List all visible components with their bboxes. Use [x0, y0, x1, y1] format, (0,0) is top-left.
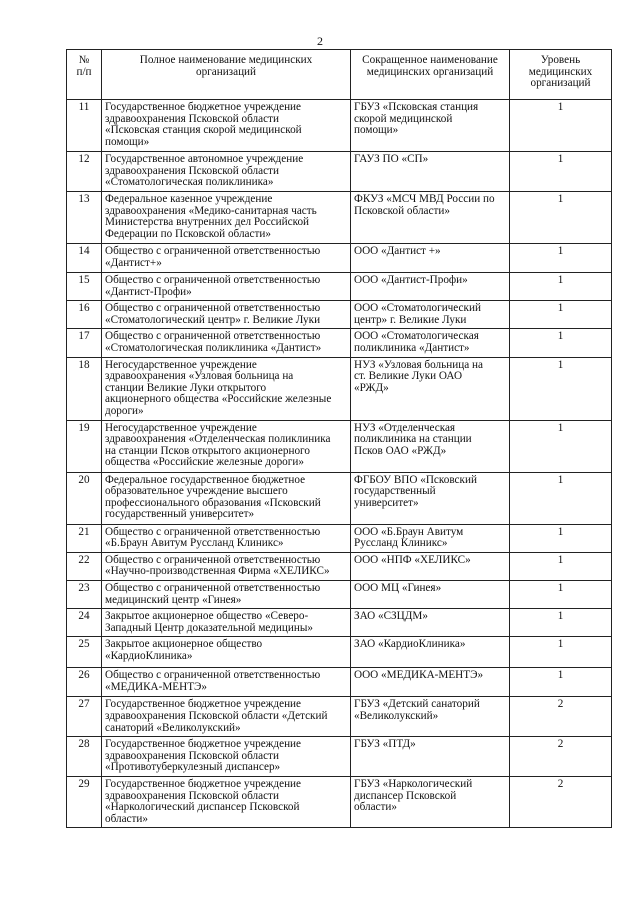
row-number: 23	[67, 580, 102, 608]
full-name-cell: Государственное бюджетное учреждение здравоохранения Псковской области «Противотуберкулезный диспансер»	[102, 737, 351, 777]
table-row	[67, 273, 612, 301]
full-name-cell: Государственное бюджетное учреждение здравоохранения Псковской области «Наркологический диспансер Псковской области»	[102, 777, 351, 828]
table-row	[67, 301, 612, 329]
short-name-cell: ЗАО «КардиоКлиника»	[351, 637, 510, 668]
short-name-cell: ООО «НПФ «ХЕЛИКС»	[351, 552, 510, 580]
short-name-cell: ГБУЗ «Псковская станция скорой медицинской помощи»	[351, 100, 510, 152]
full-name-cell: Государственное бюджетное учреждение здравоохранения Псковской области «Псковская станция скорой медицинской помощи»	[102, 100, 351, 152]
level-cell: 2	[510, 697, 612, 737]
table-row	[67, 580, 612, 608]
full-name-cell: Общество с ограниченной ответственностью «Дантист+»	[102, 244, 351, 273]
full-name-cell: Негосударственное учреждение здравоохранения «Отделенческая поликлиника на станции Псков открытого акционерного общества «Российские железные дороги»	[102, 420, 351, 472]
level-cell: 1	[510, 668, 612, 697]
level-cell: 1	[510, 357, 612, 420]
row-number: 26	[67, 668, 102, 697]
row-number: 16	[67, 301, 102, 329]
row-number: 13	[67, 192, 102, 244]
level-cell: 1	[510, 273, 612, 301]
level-cell: 1	[510, 152, 612, 192]
level-cell: 2	[510, 737, 612, 777]
level-cell: 1	[510, 420, 612, 472]
row-number: 12	[67, 152, 102, 192]
table-row	[67, 244, 612, 273]
short-name-cell: НУЗ «Отделенческая поликлиника на станции Псков ОАО «РЖД»	[351, 420, 510, 472]
short-name-cell: ООО «Дантист +»	[351, 244, 510, 273]
table-row	[67, 329, 612, 357]
level-cell: 1	[510, 609, 612, 637]
table-row	[67, 152, 612, 192]
row-number: 29	[67, 777, 102, 828]
full-name-cell: Общество с ограниченной ответственностью медицинский центр «Гинея»	[102, 580, 351, 608]
level-cell: 1	[510, 100, 612, 152]
short-name-cell: ГБУЗ «ПТД»	[351, 737, 510, 777]
short-name-cell: НУЗ «Узловая больница на ст. Великие Луки ОАО «РЖД»	[351, 357, 510, 420]
short-name-cell: ЗАО «СЗЦДМ»	[351, 609, 510, 637]
level-cell: 1	[510, 301, 612, 329]
full-name-cell: Общество с ограниченной ответственностью «Б.Браун Авитум Руссланд Клиникс»	[102, 524, 351, 552]
full-name-cell: Общество с ограниченной ответственностью «МЕДИКА-МЕНТЭ»	[102, 668, 351, 697]
row-number: 27	[67, 697, 102, 737]
header-level: Уровень медицинских организаций	[510, 50, 612, 100]
full-name-cell: Государственное бюджетное учреждение здравоохранения Псковской области «Детский санаторий «Великолукский»	[102, 697, 351, 737]
table-row	[67, 552, 612, 580]
table-row	[67, 524, 612, 552]
table-row	[67, 697, 612, 737]
full-name-cell: Федеральное казенное учреждение здравоохранения «Медико-санитарная часть Министерства внутренних дел Российской Федерации по Псковской области»	[102, 192, 351, 244]
row-number: 15	[67, 273, 102, 301]
full-name-cell: Закрытое акционерное общество «Северо- Западный Центр доказательной медицины»	[102, 609, 351, 637]
header-short-name: Сокращенное наименование медицинских организаций	[351, 50, 510, 100]
level-cell: 1	[510, 192, 612, 244]
table-header-row	[67, 50, 612, 100]
short-name-cell: ООО МЦ «Гинея»	[351, 580, 510, 608]
table-row	[67, 472, 612, 524]
table-row	[67, 357, 612, 420]
row-number: 28	[67, 737, 102, 777]
short-name-cell: ГБУЗ «Наркологический диспансер Псковской области»	[351, 777, 510, 828]
full-name-cell: Общество с ограниченной ответственностью «Дантист-Профи»	[102, 273, 351, 301]
level-cell: 1	[510, 244, 612, 273]
full-name-cell: Федеральное государственное бюджетное образовательное учреждение высшего профессионального образования «Псковский государственный университет»	[102, 472, 351, 524]
header-num: № п/п	[67, 50, 102, 100]
short-name-cell: ФКУЗ «МСЧ МВД России по Псковской области»	[351, 192, 510, 244]
row-number: 25	[67, 637, 102, 668]
table-row	[67, 737, 612, 777]
row-number: 18	[67, 357, 102, 420]
table-row	[67, 420, 612, 472]
full-name-cell: Закрытое акционерное общество «КардиоКлиника»	[102, 637, 351, 668]
table-row	[67, 668, 612, 697]
short-name-cell: ООО «Дантист-Профи»	[351, 273, 510, 301]
row-number: 21	[67, 524, 102, 552]
row-number: 17	[67, 329, 102, 357]
table-row	[67, 637, 612, 668]
table-row	[67, 192, 612, 244]
short-name-cell: ГБУЗ «Детский санаторий «Великолукский»	[351, 697, 510, 737]
page-number: 2	[317, 34, 323, 48]
medical-organizations-table	[66, 49, 612, 828]
short-name-cell: ООО «Б.Браун Авитум Руссланд Клиникс»	[351, 524, 510, 552]
full-name-cell: Государственное автономное учреждение здравоохранения Псковской области «Стоматологическая поликлиника»	[102, 152, 351, 192]
short-name-cell: ГАУЗ ПО «СП»	[351, 152, 510, 192]
short-name-cell: ООО «МЕДИКА-МЕНТЭ»	[351, 668, 510, 697]
level-cell: 1	[510, 329, 612, 357]
full-name-cell: Общество с ограниченной ответственностью «Стоматологическая поликлиника «Дантист»	[102, 329, 351, 357]
row-number: 11	[67, 100, 102, 152]
row-number: 22	[67, 552, 102, 580]
table-row	[67, 100, 612, 152]
row-number: 20	[67, 472, 102, 524]
level-cell: 1	[510, 637, 612, 668]
level-cell: 1	[510, 472, 612, 524]
row-number: 19	[67, 420, 102, 472]
row-number: 24	[67, 609, 102, 637]
full-name-cell: Общество с ограниченной ответственностью «Научно-производственная Фирма «ХЕЛИКС»	[102, 552, 351, 580]
full-name-cell: Общество с ограниченной ответственностью «Стоматологический центр» г. Великие Луки	[102, 301, 351, 329]
short-name-cell: ФГБОУ ВПО «Псковский государственный университет»	[351, 472, 510, 524]
level-cell: 1	[510, 524, 612, 552]
header-full-name: Полное наименование медицинских организаций	[102, 50, 351, 100]
row-number: 14	[67, 244, 102, 273]
level-cell: 1	[510, 580, 612, 608]
short-name-cell: ООО «Стоматологическая поликлиника «Дантист»	[351, 329, 510, 357]
full-name-cell: Негосударственное учреждение здравоохранения «Узловая больница на станции Великие Луки открытого акционерного общества «Российские железные дороги»	[102, 357, 351, 420]
table-row	[67, 609, 612, 637]
level-cell: 1	[510, 552, 612, 580]
short-name-cell: ООО «Стоматологический центр» г. Великие Луки	[351, 301, 510, 329]
level-cell: 2	[510, 777, 612, 828]
table-row	[67, 777, 612, 828]
